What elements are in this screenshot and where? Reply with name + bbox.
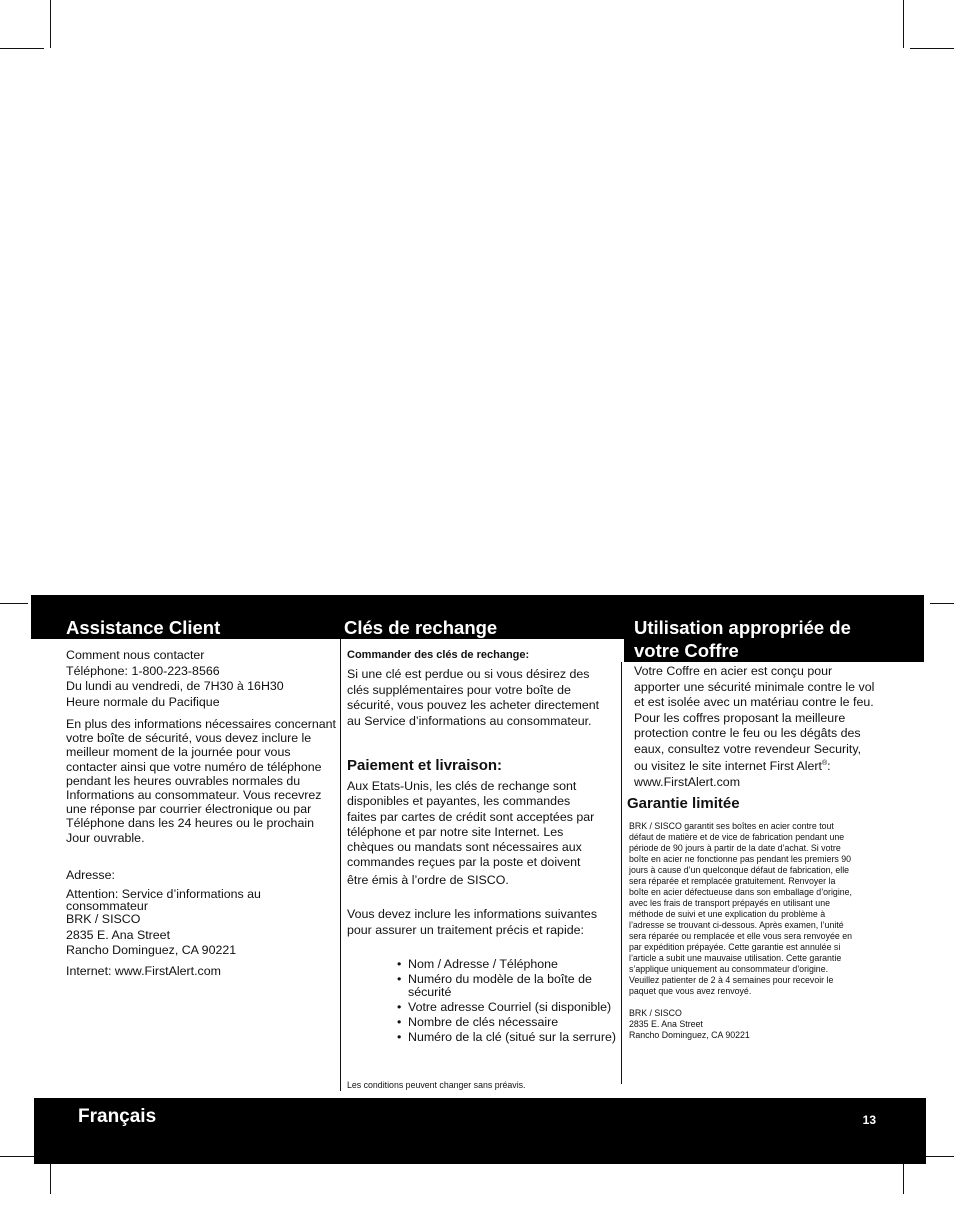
registered-mark: ® bbox=[822, 759, 828, 767]
text-line: l’adresse se trouvant ci-dessous. Après examen, l’unité bbox=[629, 920, 844, 930]
address-line: Rancho Dominguez, CA 90221 bbox=[629, 1030, 750, 1040]
text-line: pour assurer un traitement précis et rapide: bbox=[347, 922, 584, 937]
text-line: Veuillez patienter de 2 à 4 semaines pour recevoir le bbox=[629, 975, 834, 985]
paiement-text bbox=[347, 779, 619, 888]
site-url: www.FirstAlert.com bbox=[634, 774, 741, 789]
bullet: • bbox=[397, 1030, 402, 1044]
text-line: eaux, consultez votre revendeur Security, bbox=[634, 741, 862, 756]
paiement-heading: Paiement et livraison: bbox=[347, 757, 503, 774]
text-line: téléphone et par notre site Internet. Les bbox=[347, 824, 564, 839]
text-line: disponibles et payantes, les commandes bbox=[347, 794, 571, 809]
conditions-note: Les conditions peuvent changer sans préavis. bbox=[347, 1080, 526, 1090]
text-line: Informations au consommateur. Vous recevrez bbox=[66, 788, 322, 803]
text-line: jours à cause d’un quelconque défaut de fabrication, elle bbox=[629, 865, 850, 875]
commander-text bbox=[347, 667, 619, 729]
commander-heading: Commander des clés de rechange: bbox=[347, 649, 530, 661]
utilisation-heading-line1: Utilisation appropriée de bbox=[634, 617, 851, 638]
list-item bbox=[397, 958, 619, 971]
address-line: 2835 E. Ana Street bbox=[629, 1019, 703, 1029]
list-item bbox=[397, 973, 619, 999]
text-line: défaut de matière et de vice de fabrication pendant une bbox=[629, 832, 845, 842]
mailing-address bbox=[66, 912, 338, 959]
required-info-list bbox=[397, 958, 619, 1046]
address-line: BRK / SISCO bbox=[66, 912, 141, 926]
column-divider bbox=[621, 662, 622, 1084]
text-line: contacter ainsi que votre numéro de téléphone bbox=[66, 759, 322, 774]
text-line: Vous devez inclure les informations suivantes bbox=[347, 907, 598, 921]
address-line: 2835 E. Ana Street bbox=[66, 927, 171, 942]
address-label: Adresse: bbox=[66, 868, 115, 882]
text-line: Si une clé est perdue ou si vous désirez des bbox=[347, 667, 590, 681]
site-suffix: : bbox=[827, 759, 831, 773]
crop-mark bbox=[50, 1164, 51, 1194]
text-line: Comment nous contacter bbox=[66, 648, 205, 662]
list-item-text: Votre adresse Courriel (si disponible) bbox=[408, 1000, 612, 1014]
bullet: • bbox=[397, 957, 402, 971]
text-line: apporter une sécurité minimale contre le vol bbox=[634, 679, 875, 694]
text-line: meilleur moment de la journée pour vous bbox=[66, 745, 291, 760]
text-line: et est isolée avec un matériau contre le feu. bbox=[634, 695, 874, 709]
text-line: chèques ou mandats sont nécessaires aux bbox=[347, 840, 582, 855]
list-item bbox=[397, 1001, 619, 1014]
crop-mark bbox=[930, 603, 954, 604]
text-line: méthode de suivi et une explication du problème à bbox=[629, 909, 826, 919]
text-line: au Service d’informations au consommateur. bbox=[347, 713, 592, 728]
site-prefix: ou visitez le site internet First Alert bbox=[634, 759, 822, 773]
internet-line: Internet: www.FirstAlert.com bbox=[66, 964, 221, 978]
bullet: • bbox=[397, 1000, 402, 1014]
text-line: BRK / SISCO garantit ses boîtes en acier contre tout bbox=[629, 821, 834, 831]
crop-mark bbox=[903, 0, 904, 48]
text-line: En plus des informations nécessaires concernant bbox=[66, 717, 336, 731]
text-line: Heure normale du Pacifique bbox=[66, 694, 220, 709]
text-line: Jour ouvrable. bbox=[66, 830, 145, 845]
text-line: commandes reçues par la poste et doivent bbox=[347, 855, 581, 870]
garantie-address bbox=[629, 1008, 919, 1041]
language-label: Français bbox=[78, 1106, 157, 1127]
text-line: Aux Etats-Unis, les clés de rechange sont bbox=[347, 779, 577, 793]
list-item bbox=[397, 1031, 619, 1044]
text-line: sera réparée et remplacée gratuitement. Renvoyer la bbox=[629, 876, 836, 886]
text-line: par expédition prépayée. Cette garantie est annulée si bbox=[629, 942, 841, 952]
text-line: protection contre le feu ou les dégâts des bbox=[634, 726, 861, 740]
utilisation-heading-line2: votre Coffre bbox=[634, 640, 739, 661]
text-line: Attention: Service d’informations au bbox=[66, 887, 261, 901]
garantie-text bbox=[629, 821, 919, 997]
text-line: votre boîte de sécurité, vous devez inclure le bbox=[66, 731, 312, 746]
cles-heading: Clés de rechange bbox=[344, 617, 498, 638]
crop-mark bbox=[0, 48, 44, 49]
text-line: pendant les heures ouvrables normales du bbox=[66, 773, 301, 788]
text-line: avec les frais de transport prépayés en utilisant une bbox=[629, 898, 830, 908]
include-text bbox=[347, 907, 619, 938]
crop-mark bbox=[910, 48, 954, 49]
text-line: paquet que vous avez renvoyé. bbox=[629, 986, 752, 996]
text-line: consommateur bbox=[66, 899, 148, 913]
text-line: être émis à l’ordre de SISCO. bbox=[347, 872, 509, 887]
footer-band bbox=[34, 1098, 926, 1164]
crop-mark bbox=[0, 1156, 34, 1157]
list-item-text: Numéro du modèle de la boîte de sécurité bbox=[408, 972, 592, 999]
text-line: une réponse par courrier électronique ou par bbox=[66, 802, 312, 817]
page-number: 13 bbox=[862, 1113, 876, 1127]
text-line: sera réparée ou remplacée et elle vous sera renvoyée en bbox=[629, 931, 852, 941]
list-item-text: Nombre de clés nécessaire bbox=[408, 1015, 559, 1029]
crop-mark bbox=[903, 1164, 904, 1194]
utilisation-heading bbox=[634, 616, 851, 662]
list-item bbox=[397, 1016, 619, 1029]
text-line: Votre Coffre en acier est conçu pour bbox=[634, 664, 833, 678]
list-item-text: Numéro de la clé (situé sur la serrure) bbox=[408, 1030, 616, 1044]
text-line: l’article a subit une mauvaise utilisation. Cette garantie bbox=[629, 953, 842, 963]
text-line: boîte en acier défectueuse dans son emballage d’origine, bbox=[629, 887, 853, 897]
text-line: période de 90 jours à partir de la date d’achat. Si votre bbox=[629, 843, 841, 853]
text-line: clés supplémentaires pour votre boîte de bbox=[347, 682, 571, 697]
address-line: Rancho Dominguez, CA 90221 bbox=[66, 943, 237, 957]
crop-mark bbox=[50, 0, 51, 48]
column-divider bbox=[340, 639, 341, 1091]
assistance-contact bbox=[66, 648, 338, 710]
text-line: sécurité, vous pouvez les acheter directement bbox=[347, 698, 600, 712]
text-line: Pour les coffres proposant la meilleure bbox=[634, 710, 846, 725]
assistance-info-paragraph bbox=[66, 717, 338, 845]
garantie-heading: Garantie limitée bbox=[627, 795, 740, 812]
utilisation-text bbox=[634, 664, 914, 790]
bullet: • bbox=[397, 972, 402, 986]
text-line: Du lundi au vendredi, de 7H30 à 16H30 bbox=[66, 679, 284, 693]
assistance-heading: Assistance Client bbox=[66, 617, 221, 638]
text-line: boîte en acier ne fonctionne pas pendant les premiers 90 bbox=[629, 854, 852, 864]
crop-mark bbox=[926, 1156, 954, 1157]
text-line: faites par cartes de crédit sont acceptées par bbox=[347, 809, 595, 824]
site-line bbox=[634, 759, 914, 775]
phone-line: Téléphone: 1-800-223-8566 bbox=[66, 663, 220, 678]
bullet: • bbox=[397, 1015, 402, 1029]
text-line: s’applique uniquement au consommateur d’origine. bbox=[629, 964, 829, 974]
attention-line bbox=[66, 888, 338, 912]
address-line: BRK / SISCO bbox=[629, 1008, 682, 1018]
list-item-text: Nom / Adresse / Téléphone bbox=[408, 957, 558, 971]
text-line: Téléphone dans les 24 heures ou le prochain bbox=[66, 816, 314, 831]
crop-mark bbox=[0, 603, 28, 604]
